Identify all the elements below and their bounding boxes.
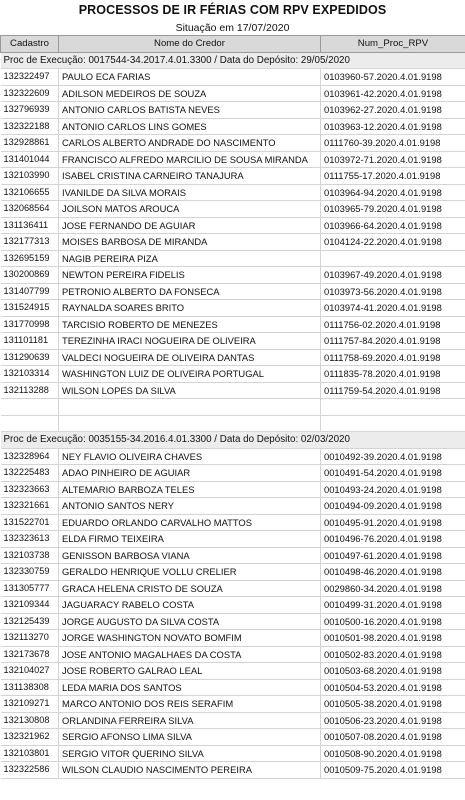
empty-cell bbox=[1, 399, 59, 416]
table-row bbox=[1, 531, 465, 548]
section-header-row bbox=[1, 52, 465, 69]
cadastro-cell: 132173678 bbox=[1, 646, 59, 663]
num-proc-cell: 0010496-76.2020.4.01.9198 bbox=[321, 531, 465, 548]
table-row bbox=[1, 135, 465, 152]
table-row bbox=[1, 184, 465, 201]
cadastro-cell: 132928861 bbox=[1, 135, 59, 152]
cadastro-cell: 131138308 bbox=[1, 679, 59, 696]
nome-cell: PETRONIO ALBERTO DA FONSECA bbox=[59, 283, 321, 300]
nome-cell: JOSE FERNANDO DE AGUIAR bbox=[59, 217, 321, 234]
cadastro-cell: 132322188 bbox=[1, 118, 59, 135]
num-proc-cell bbox=[321, 250, 465, 267]
cadastro-cell: 131407799 bbox=[1, 283, 59, 300]
num-proc-cell: 0010494-09.2020.4.01.9198 bbox=[321, 498, 465, 515]
num-proc-cell: 0010508-90.2020.4.01.9198 bbox=[321, 745, 465, 762]
nome-cell: CARLOS ALBERTO ANDRADE DO NASCIMENTO bbox=[59, 135, 321, 152]
table-row bbox=[1, 762, 465, 779]
nome-cell: FRANCISCO ALFREDO MARCILIO DE SOUSA MIRANDA bbox=[59, 151, 321, 168]
nome-cell: JOSE ROBERTO GALRAO LEAL bbox=[59, 663, 321, 680]
nome-cell: ANTONIO CARLOS BATISTA NEVES bbox=[59, 102, 321, 119]
cadastro-cell: 131522701 bbox=[1, 514, 59, 531]
nome-cell: MARCO ANTONIO DOS REIS SERAFIM bbox=[59, 696, 321, 713]
num-proc-cell: 0010506-23.2020.4.01.9198 bbox=[321, 712, 465, 729]
cadastro-cell: 131770998 bbox=[1, 316, 59, 333]
section-header-row bbox=[1, 432, 465, 449]
num-proc-cell: 0111759-54.2020.4.01.9198 bbox=[321, 382, 465, 399]
blank-row bbox=[1, 399, 465, 416]
table-row bbox=[1, 366, 465, 383]
num-proc-cell: 0103964-94.2020.4.01.9198 bbox=[321, 184, 465, 201]
nome-cell: TARCISIO ROBERTO DE MENEZES bbox=[59, 316, 321, 333]
table-row bbox=[1, 712, 465, 729]
num-proc-cell: 0010493-24.2020.4.01.9198 bbox=[321, 481, 465, 498]
cadastro-cell: 132104027 bbox=[1, 663, 59, 680]
cadastro-cell: 132177313 bbox=[1, 234, 59, 251]
nome-cell: EDUARDO ORLANDO CARVALHO MATTOS bbox=[59, 514, 321, 531]
table-row bbox=[1, 580, 465, 597]
nome-cell: SERGIO VITOR QUERINO SILVA bbox=[59, 745, 321, 762]
cadastro-cell: 132323613 bbox=[1, 531, 59, 548]
nome-cell: ANTONIO SANTOS NERY bbox=[59, 498, 321, 515]
nome-cell: ADILSON MEDEIROS DE SOUZA bbox=[59, 85, 321, 102]
cadastro-cell: 132330759 bbox=[1, 564, 59, 581]
nome-cell: WASHINGTON LUIZ DE OLIVEIRA PORTUGAL bbox=[59, 366, 321, 383]
cadastro-cell: 132103314 bbox=[1, 366, 59, 383]
table-row bbox=[1, 481, 465, 498]
table-row bbox=[1, 465, 465, 482]
cadastro-cell: 132321661 bbox=[1, 498, 59, 515]
nome-cell: NEWTON PEREIRA FIDELIS bbox=[59, 267, 321, 284]
num-proc-cell: 0010502-83.2020.4.01.9198 bbox=[321, 646, 465, 663]
nome-cell: NAGIB PEREIRA PIZA bbox=[59, 250, 321, 267]
cadastro-cell: 132113288 bbox=[1, 382, 59, 399]
nome-cell: VALDECI NOGUEIRA DE OLIVEIRA DANTAS bbox=[59, 349, 321, 366]
table-row bbox=[1, 547, 465, 564]
nome-cell: NEY FLAVIO OLIVEIRA CHAVES bbox=[59, 448, 321, 465]
table-row bbox=[1, 663, 465, 680]
num-proc-cell: 0010500-16.2020.4.01.9198 bbox=[321, 613, 465, 630]
table-row bbox=[1, 745, 465, 762]
cadastro-cell: 132103801 bbox=[1, 745, 59, 762]
cadastro-cell: 132796939 bbox=[1, 102, 59, 119]
num-proc-cell: 0010507-08.2020.4.01.9198 bbox=[321, 729, 465, 746]
nome-cell: SERGIO AFONSO LIMA SILVA bbox=[59, 729, 321, 746]
table-row bbox=[1, 448, 465, 465]
num-proc-cell: 0111756-02.2020.4.01.9198 bbox=[321, 316, 465, 333]
nome-cell: ADAO PINHEIRO DE AGUIAR bbox=[59, 465, 321, 482]
nome-cell: RAYNALDA SOARES BRITO bbox=[59, 300, 321, 317]
column-header-nome: Nome do Credor bbox=[59, 36, 321, 53]
num-proc-cell: 0010497-61.2020.4.01.9198 bbox=[321, 547, 465, 564]
num-proc-cell: 0104124-22.2020.4.01.9198 bbox=[321, 234, 465, 251]
num-proc-cell: 0010505-38.2020.4.01.9198 bbox=[321, 696, 465, 713]
num-proc-cell: 0111757-84.2020.4.01.9198 bbox=[321, 333, 465, 350]
nome-cell: MOISES BARBOSA DE MIRANDA bbox=[59, 234, 321, 251]
section-header: Proc de Execução: 0035155-34.2016.4.01.3300 / Data do Depósito: 02/03/2020 bbox=[1, 432, 465, 449]
num-proc-cell: 0010491-54.2020.4.01.9198 bbox=[321, 465, 465, 482]
document-title: PROCESSOS DE IR FÉRIAS COM RPV EXPEDIDOS bbox=[78, 3, 387, 17]
table-row bbox=[1, 679, 465, 696]
nome-cell: GENISSON BARBOSA VIANA bbox=[59, 547, 321, 564]
nome-cell: JAGUARACY RABELO COSTA bbox=[59, 597, 321, 614]
cadastro-cell: 131290639 bbox=[1, 349, 59, 366]
num-proc-cell: 0029860-34.2020.4.01.9198 bbox=[321, 580, 465, 597]
cadastro-cell: 132323663 bbox=[1, 481, 59, 498]
empty-cell bbox=[59, 415, 321, 432]
cadastro-cell: 132068564 bbox=[1, 201, 59, 218]
table-row bbox=[1, 85, 465, 102]
nome-cell: ANTONIO CARLOS LINS GOMES bbox=[59, 118, 321, 135]
num-proc-cell: 0010509-75.2020.4.01.9198 bbox=[321, 762, 465, 779]
nome-cell: JOSE ANTONIO MAGALHAES DA COSTA bbox=[59, 646, 321, 663]
table-row bbox=[1, 250, 465, 267]
cadastro-cell: 132125439 bbox=[1, 613, 59, 630]
column-header-num-proc: Num_Proc_RPV bbox=[321, 36, 465, 53]
table-body bbox=[1, 52, 465, 778]
cadastro-cell: 132322586 bbox=[1, 762, 59, 779]
num-proc-cell: 0103961-42.2020.4.01.9198 bbox=[321, 85, 465, 102]
num-proc-cell: 0103962-27.2020.4.01.9198 bbox=[321, 102, 465, 119]
credor-table bbox=[0, 35, 465, 779]
cadastro-cell: 130200869 bbox=[1, 267, 59, 284]
num-proc-cell: 0010492-39.2020.4.01.9198 bbox=[321, 448, 465, 465]
cadastro-cell: 131136411 bbox=[1, 217, 59, 234]
num-proc-cell: 0103965-79.2020.4.01.9198 bbox=[321, 201, 465, 218]
nome-cell: LEDA MARIA DOS SANTOS bbox=[59, 679, 321, 696]
num-proc-cell: 0010503-68.2020.4.01.9198 bbox=[321, 663, 465, 680]
nome-cell: WILSON LOPES DA SILVA bbox=[59, 382, 321, 399]
num-proc-cell: 0111755-17.2020.4.01.9198 bbox=[321, 168, 465, 185]
empty-cell bbox=[321, 399, 465, 416]
table-row bbox=[1, 630, 465, 647]
table-row bbox=[1, 382, 465, 399]
table-row bbox=[1, 696, 465, 713]
document-subtitle: Situação em 17/07/2020 bbox=[175, 22, 290, 34]
table-row bbox=[1, 234, 465, 251]
cadastro-cell: 132695159 bbox=[1, 250, 59, 267]
table-row bbox=[1, 316, 465, 333]
num-proc-cell: 0103963-12.2020.4.01.9198 bbox=[321, 118, 465, 135]
table-row bbox=[1, 300, 465, 317]
cadastro-cell: 131524915 bbox=[1, 300, 59, 317]
nome-cell: TEREZINHA IRACI NOGUEIRA DE OLIVEIRA bbox=[59, 333, 321, 350]
column-header-cadastro: Cadastro bbox=[1, 36, 59, 53]
empty-cell bbox=[321, 415, 465, 432]
nome-cell: GERALDO HENRIQUE VOLLU CRELIER bbox=[59, 564, 321, 581]
num-proc-cell: 0111835-78.2020.4.01.9198 bbox=[321, 366, 465, 383]
table-row bbox=[1, 168, 465, 185]
cadastro-cell: 132322497 bbox=[1, 69, 59, 86]
nome-cell: ORLANDINA FERREIRA SILVA bbox=[59, 712, 321, 729]
nome-cell: JOILSON MATOS AROUCA bbox=[59, 201, 321, 218]
nome-cell: IVANILDE DA SILVA MORAIS bbox=[59, 184, 321, 201]
cadastro-cell: 132225483 bbox=[1, 465, 59, 482]
num-proc-cell: 0010501-98.2020.4.01.9198 bbox=[321, 630, 465, 647]
cadastro-cell: 132113270 bbox=[1, 630, 59, 647]
table-row bbox=[1, 217, 465, 234]
num-proc-cell: 0010504-53.2020.4.01.9198 bbox=[321, 679, 465, 696]
table-row bbox=[1, 498, 465, 515]
blank-row bbox=[1, 415, 465, 432]
nome-cell: WILSON CLAUDIO NASCIMENTO PEREIRA bbox=[59, 762, 321, 779]
nome-cell: PAULO ECA FARIAS bbox=[59, 69, 321, 86]
cadastro-cell: 131305777 bbox=[1, 580, 59, 597]
cadastro-cell: 132103738 bbox=[1, 547, 59, 564]
table-row bbox=[1, 283, 465, 300]
table-row bbox=[1, 201, 465, 218]
nome-cell: JORGE WASHINGTON NOVATO BOMFIM bbox=[59, 630, 321, 647]
num-proc-cell: 0103967-49.2020.4.01.9198 bbox=[321, 267, 465, 284]
num-proc-cell: 0103972-71.2020.4.01.9198 bbox=[321, 151, 465, 168]
num-proc-cell: 0010495-91.2020.4.01.9198 bbox=[321, 514, 465, 531]
num-proc-cell: 0103973-56.2020.4.01.9198 bbox=[321, 283, 465, 300]
cadastro-cell: 132109271 bbox=[1, 696, 59, 713]
table-row bbox=[1, 646, 465, 663]
cadastro-cell: 132106655 bbox=[1, 184, 59, 201]
table-row bbox=[1, 564, 465, 581]
num-proc-cell: 0103960-57.2020.4.01.9198 bbox=[321, 69, 465, 86]
num-proc-cell: 0103974-41.2020.4.01.9198 bbox=[321, 300, 465, 317]
empty-cell bbox=[1, 415, 59, 432]
table-row bbox=[1, 333, 465, 350]
header-row bbox=[1, 36, 465, 53]
nome-cell: JORGE AUGUSTO DA SILVA COSTA bbox=[59, 613, 321, 630]
table-row bbox=[1, 597, 465, 614]
table-row bbox=[1, 514, 465, 531]
cadastro-cell: 132130808 bbox=[1, 712, 59, 729]
table-row bbox=[1, 69, 465, 86]
table-row bbox=[1, 267, 465, 284]
nome-cell: GRACA HELENA CRISTO DE SOUZA bbox=[59, 580, 321, 597]
cadastro-cell: 132109344 bbox=[1, 597, 59, 614]
table-row bbox=[1, 613, 465, 630]
num-proc-cell: 0111760-39.2020.4.01.9198 bbox=[321, 135, 465, 152]
nome-cell: ELDA FIRMO TEIXEIRA bbox=[59, 531, 321, 548]
table-row bbox=[1, 729, 465, 746]
num-proc-cell: 0111758-69.2020.4.01.9198 bbox=[321, 349, 465, 366]
section-header: Proc de Execução: 0017544-34.2017.4.01.3300 / Data do Depósito: 29/05/2020 bbox=[1, 52, 465, 69]
cadastro-cell: 132321962 bbox=[1, 729, 59, 746]
table-row bbox=[1, 118, 465, 135]
cadastro-cell: 132322609 bbox=[1, 85, 59, 102]
cadastro-cell: 131101181 bbox=[1, 333, 59, 350]
table-row bbox=[1, 349, 465, 366]
num-proc-cell: 0103966-64.2020.4.01.9198 bbox=[321, 217, 465, 234]
table-row bbox=[1, 102, 465, 119]
empty-cell bbox=[59, 399, 321, 416]
nome-cell: ALTEMARIO BARBOZA TELES bbox=[59, 481, 321, 498]
num-proc-cell: 0010498-46.2020.4.01.9198 bbox=[321, 564, 465, 581]
num-proc-cell: 0010499-31.2020.4.01.9198 bbox=[321, 597, 465, 614]
cadastro-cell: 132328964 bbox=[1, 448, 59, 465]
table-row bbox=[1, 151, 465, 168]
cadastro-cell: 132103990 bbox=[1, 168, 59, 185]
nome-cell: ISABEL CRISTINA CARNEIRO TANAJURA bbox=[59, 168, 321, 185]
cadastro-cell: 131401044 bbox=[1, 151, 59, 168]
